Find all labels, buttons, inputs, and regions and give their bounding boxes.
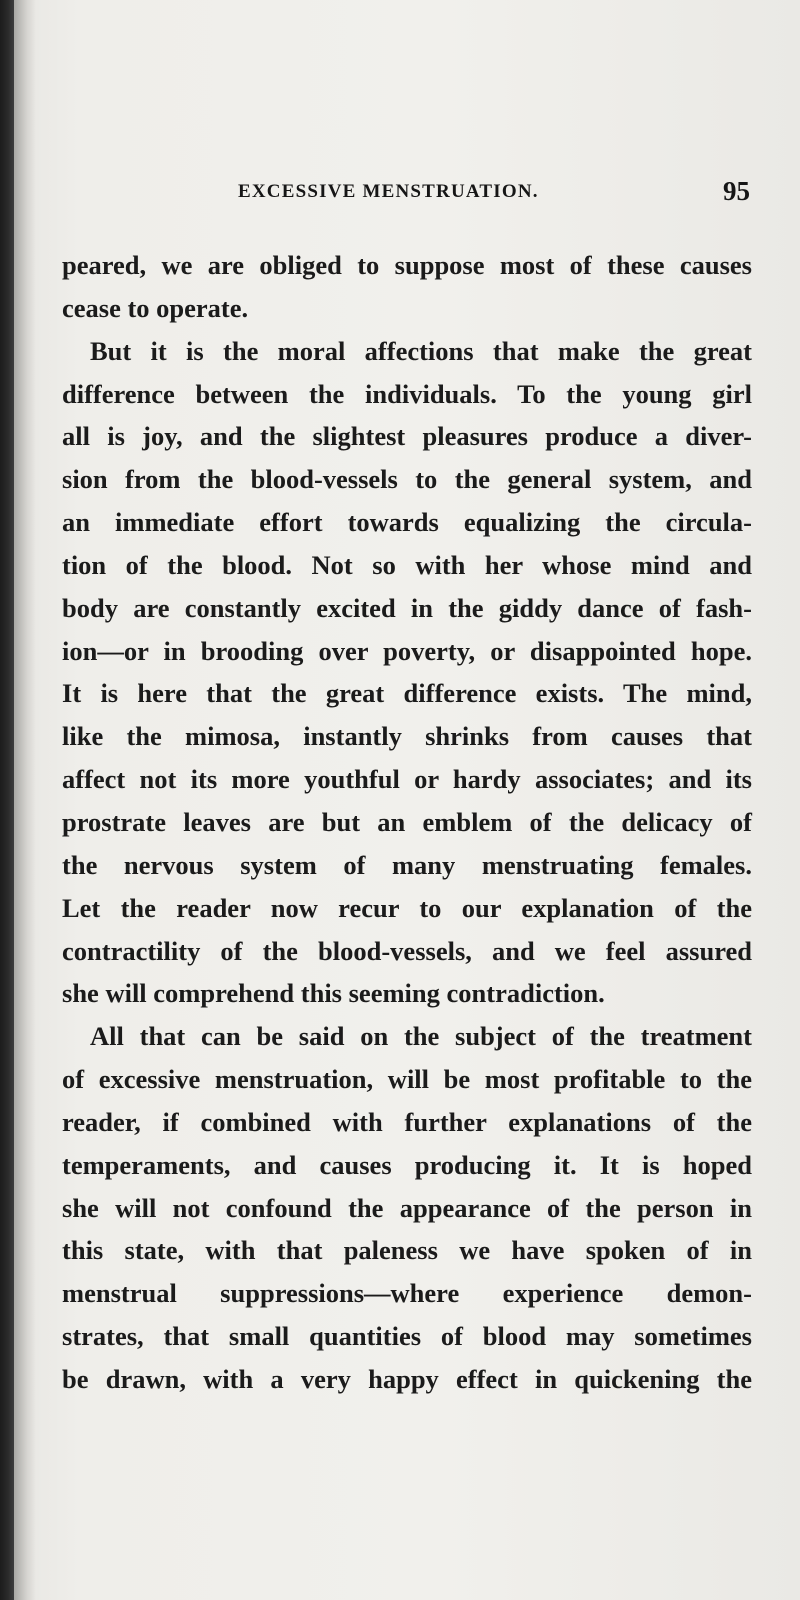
page-number: 95 [723, 176, 750, 206]
text-line: peared, we are obliged to suppose most of these causes [62, 250, 752, 280]
text-line: an immediate effort towards equalizing the circula- [62, 507, 752, 538]
text-line: difference between the individuals. To the young girl [62, 378, 752, 409]
text-line: all is joy, and the slightest pleasures produce a diver- [62, 421, 752, 452]
book-binding-edge [0, 0, 14, 1600]
text-line: of excessive menstruation, will be most profitable to the [62, 1064, 752, 1095]
text-line: the nervous system of many menstruating females. [62, 849, 752, 880]
text-line: like the mimosa, instantly shrinks from causes that [62, 721, 752, 752]
text-line: contractility of the blood-vessels, and we feel assured [62, 935, 752, 966]
text-line: strates, that small quantities of blood may sometimes [62, 1321, 752, 1352]
text-line: Let the reader now recur to our explanation of the [62, 892, 752, 923]
text-line: she will not confound the appearance of the person in [62, 1192, 752, 1223]
text-line: affect not its more youthful or hardy associates; and its [62, 764, 752, 795]
text-line: tion of the blood. Not so with her whose mind and [62, 549, 752, 580]
text-line: cease to operate. [62, 292, 249, 323]
text-line: It is here that the great difference exists. The mind, [62, 678, 752, 709]
text-line: body are constantly excited in the giddy dance of fash- [62, 592, 752, 623]
paragraph-start-line: But it is the moral affections that make the great [90, 335, 752, 366]
text-line: she will comprehend this seeming contradiction. [62, 978, 605, 1009]
binding-shadow [14, 0, 36, 1600]
paragraph-start-line: All that can be said on the subject of the treatment [90, 1021, 752, 1052]
text-line: be drawn, with a very happy effect in quickening the [62, 1363, 752, 1394]
running-head: EXCESSIVE MENSTRUATION. [238, 181, 539, 202]
text-line: menstrual suppressions—where experience demon- [62, 1278, 752, 1309]
text-line: this state, with that paleness we have spoken of in [62, 1235, 752, 1266]
text-line: ion—or in brooding over poverty, or disappointed hope. [62, 635, 752, 666]
body-text [62, 244, 752, 1401]
text-line: reader, if combined with further explanations of the [62, 1106, 752, 1137]
text-line: prostrate leaves are but an emblem of the delicacy of [62, 806, 752, 837]
text-line: temperaments, and causes producing it. It is hoped [62, 1149, 752, 1180]
text-line: sion from the blood-vessels to the general system, and [62, 464, 752, 495]
